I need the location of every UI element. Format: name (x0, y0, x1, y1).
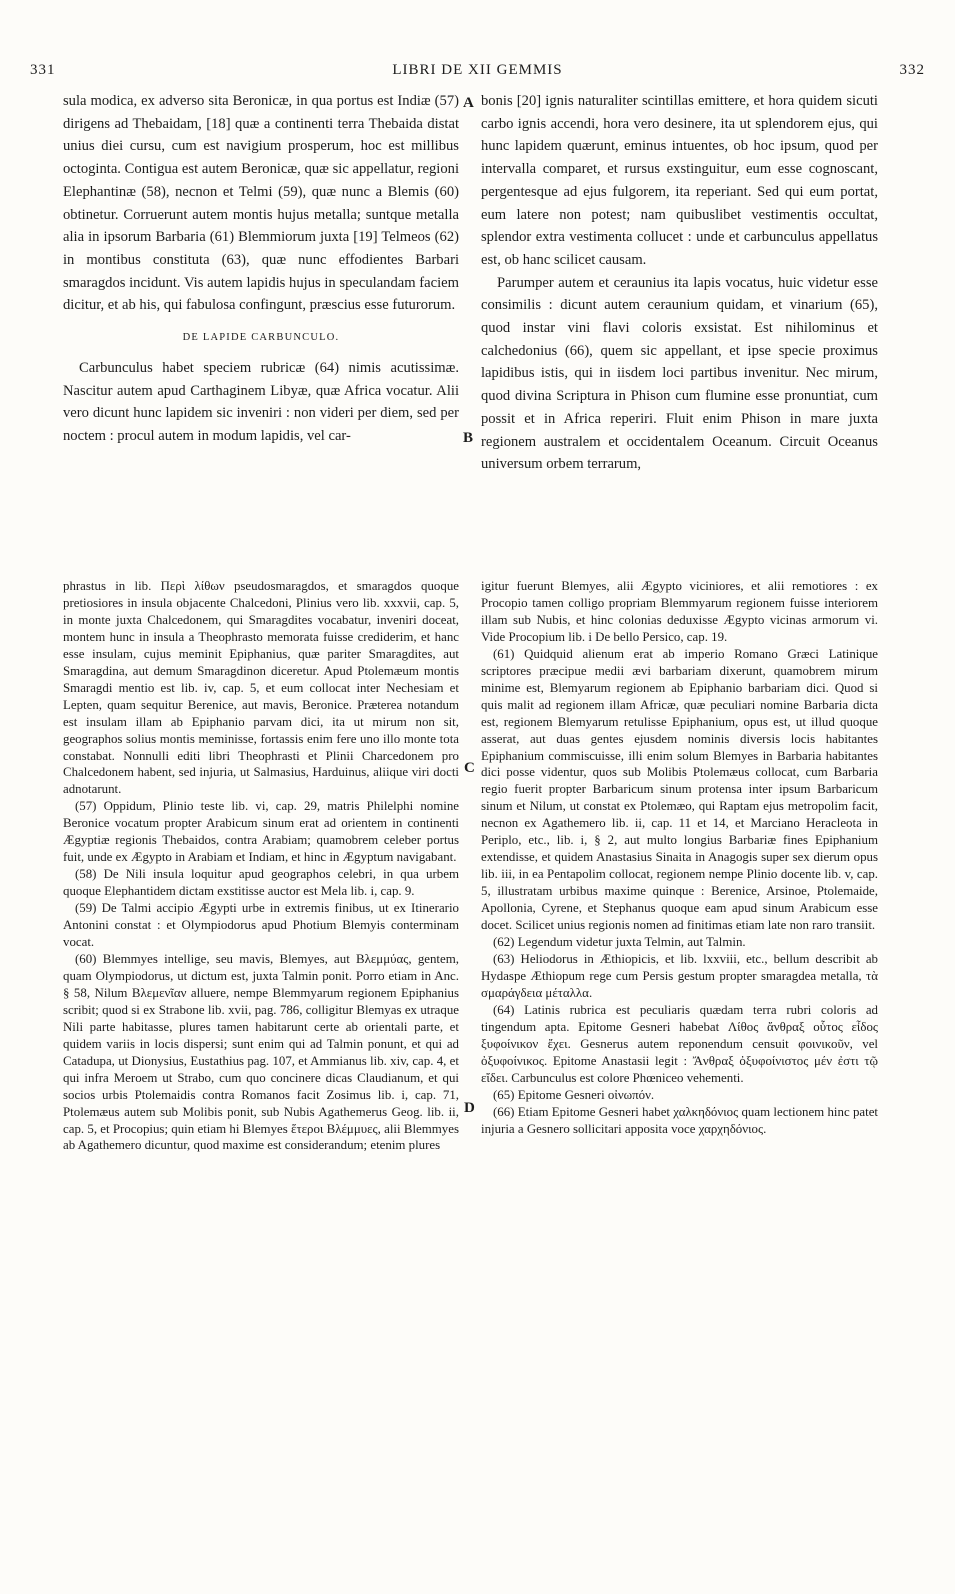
main-text-left-column (63, 90, 459, 560)
main-paragraph: sula modica, ex adverso sita Beronicæ, in qua portus est Indiæ (57) dirigens ad Thebaidam, [18] quæ a continenti terra Thebaida distat unius diei cursu, cum est navigium prosperum, hoc est millibus octoginta. Contigua est autem Beronicæ, quæ sic appellatur, regioni Elephantinæ (58), necnon et Telmi (59), quæ nunc a Blemis (60) obtinetur. Corruerunt autem montis hujus metalla; suntque metalla alia in ipsorum Barbaria (61) Blemmiorum juxta [19] Telmeos (62) in montibus constituta (63), quæ nunc effodientes Barbari smaragdos incidunt. Vis autem lapidis hujus in speculandam faciem dicitur, et ab his, qui fabulosa confingunt, præscius esse futurorum. (63, 93, 459, 314)
main-paragraph: Parumper autem et ceraunius ita lapis vocatus, huic videtur esse consimilis : dicunt autem ceraunium quidam, et vinarium (65), quod instar vini flavi coloris exsistat. Est nihilominus et calchedonius (66), quem sic appellant, et ipse specie proximus lapidibus istis, qui in iisdem loci partibus invenitur. Nec mirum, quod divina Scriptura in Phison cum flumine esse pronuntiat, cum possit et in Africa reperiri. Fluit enim Phison in mare juxta regionem australem et occidentalem Oceanum. Circuit Oceanus universum orbem terrarum, (481, 274, 878, 473)
footnote-60: (60) Blemmyes intellige, seu mavis, Blemyes, aut Βλεμμύας, gentem, quam Olympiodorus, ut dictum est, juxta Talmin ponit. Porro etiam in Anc. § 58, Nilum Βλεμενῖαν alluere, nempe Blemmyarum regionem Epiphanius scribit; quod si ex Strabone lib. xvii, pag. 786, colligitur Blemyas ex utraque Nili parte habitasse, plures tamen habitarunt certe ab orientali parte, et quidem variis in locis dispersi; sunt enim qui ad Talmin ponunt, et qui ad Catadupa, ut Dionysius, Eustathius pag. 107, et Ammianus lib. xiv, cap. 4, et qui infra Meroem ut Strabo, cum quo concinere dicas Claudianum, et qui socios urbis Ptolemaidis contra Romanos facit Zosimus lib. i, cap. 71, Ptolemæus autem sub Molibis ponit, sub Nubis Agathemerus Geog. lib. ii, cap. 5, et Procopius; quin etiam hi Blemyes ἕτεροι Βλέμμυες, alii Blemmyes ab Agathemero dicuntur, quod maxime est considerandum; etenim plures (63, 951, 459, 1153)
running-title: LIBRI DE XII GEMMIS (392, 62, 563, 78)
running-header (30, 62, 925, 84)
footnote-58: (58) De Nili insula loquitur apud geographos celebri, in qua urbem quoque Elephantidem dictam exstitisse auctor est Mela lib. i, cap. 9. (63, 867, 459, 899)
margin-marker-b: B (463, 430, 474, 446)
footnote-59: (59) De Talmi accipio Ægypti urbe in extremis finibus, ut ex Itinerario Antonini constat : et Olympiodorus apud Photium Blemyis conterminam vocat. (63, 901, 459, 950)
margin-marker-a: A (463, 95, 474, 111)
footnote-57: (57) Oppidum, Plinio teste lib. vi, cap. 29, matris Philelphi nomine Beronice vocatum propter Arabicum sinum erat ad orientem in continenti Ægyptiæ regionis Thebaidos, contra Arabiam; quamobrem celeber portus fuit, unde ex Ægypto in Arabiam et Indiam, et hinc in Ægyptum navigabant. (63, 799, 459, 865)
main-paragraph: Carbunculus habet speciem rubricæ (64) nimis acutissimæ. Nascitur autem apud Carthaginem Libyæ, quæ Africa vocatur. Alii vero dicunt hunc lapidem sic inveniri : non videri per diem, sed per noctem : procul autem in modum lapidis, vel car- (63, 360, 459, 445)
footnotes-right-column (481, 578, 878, 1538)
main-text-right-column (481, 90, 878, 560)
margin-marker-c: C (464, 760, 475, 776)
footnote-63: (63) Heliodorus in Æthiopicis, et lib. lxxviii, etc., bellum describit ab Hydaspe Æthiopum rege cum Persis gestum propter smaragdea metalla, τὰ σμαράγδεια μέταλλα. (481, 951, 878, 1000)
footnote-continuation: phrastus in lib. Περὶ λίθων pseudosmaragdos, et smaragdos quoque pretiosiores in insula objacente Chalcedoni, Plinius vero lib. xxxvii, cap. 5, in monte juxta Chalcedonem, qui Smaragdites vocabatur, inveniri doceat, montem hunc in insula a Theophrasto memorata fuisse crediderim, et hanc esse insulam, cujus meminit Epiphanius, quæ pariter Smaragdites, aut Smaragdina, aut demum Smaragdinon diceretur. Apud Ptolemæum montis Smaragdi mentio est lib. iv, cap. 5, et eum collocat inter Nechesiam et Lepten, quam sequitur Berenice, aut mavis, Beronice. Præterea notandum est insulam illam ab Epiphanio parvam dici, ita ut mirum non sit, geographos solius montis meminisse, fortassis enim fere uno illo monte tota constabat. Nonnulli editi libri Theophrasti et Plinii Charcedonem pro Chalcedonem habent, sed injuria, ut Salmasius, Harduinus, aliique viri docti adnotarunt. (63, 579, 459, 797)
footnote-64: (64) Latinis rubrica est peculiaris quædam terra rubri coloris ad tingendum apta. Epitome Gesneri habebat Λίθος ἄνθραξ οὗτος εἶδος ξυφοίνικον ἔχει. Gesnerus autem reponendum censuit φοινικοῦν, vel ὀξυφοίνικος. Epitome Anastasii legit : Ἄνθραξ ὀξυφοίνιστος μέν ἐστι τῷ εἴδει. Carbunculus est colore Phœniceo vehementi. (481, 1002, 878, 1085)
footnote-65: (65) Epitome Gesneri οἰνωπόν. (493, 1087, 655, 1102)
page-number-left: 331 (30, 62, 56, 78)
page-number-right: 332 (899, 62, 925, 78)
footnote-60-continuation: igitur fuerunt Blemyes, alii Ægypto viciniores, et alii remotiores : ex Procopio tamen colligo propriam Blemmyarum regionem fuisse interiorem illam sub Nubis, et hinc colonias deduxisse Ægypto vicinas armorum vi. Vide Procopium lib. i De bello Persico, cap. 19. (481, 579, 878, 644)
footnote-61: (61) Quidquid alienum erat ab imperio Romano Græci Latinique scriptores præcipue medii ævi barbariam dixerunt, quamobrem mirum minime est, Blemyarum regionem ab Epiphanio barbariam dici. Quod si quis malit ad regionem illam Africæ, quæ peculiari nomine Barbaria dicta est, regionem Blemyarum retulisse Epiphanium, opus est, ut illud quoque asserat, aut duas gentes ejusdem nominis diversis locis habitantes Epiphanium commiscuisse, illi enim solum Blemyes in Barbaria habitantes dici posse videntur, quos sub Molibis Ptolemæus collocat, cum Barbaria regio fuerit propter Barbaricum sinum protensa inter ipsum Barbaricum sinum et Nilum, ut constat ex Ptolemæo, qui Raptam ejus metropolim facit, necnon ex Agathemero lib. ii, cap. 11 et 14, et Marciano Heracleota in Periplo, etc., lib. i, § 2, aut multo longius Barbariæ fines Epiphanium extendisse, et quidem Anastasius Sinaita in Anagogis super sex dierum opus lib. iii, in ea Pentapolim collocat, regionem nempe Plinio docente lib. v, cap. 5, illustratam urbibus maxime quinque : Berenice, Arsinoe, Ptolemaide, Apollonia, Cyrene, et Stephanus quoque eam apud sinum Arabicum esse docet. Scilicet unius regionis nomen ad finitimas etiam late non raro transiit. (481, 646, 878, 933)
main-paragraph: bonis [20] ignis naturaliter scintillas emittere, et hora quidem sicuti carbo ignis accendi, hora vero desinere, ita ut splendorem ejus, qui hunc lapidem quærunt, eminus intuentes, ob hoc ipsum, quod per intervalla comparet, et rursus exstinguitur, eum esse cognoscant, pergentesque ad ejus fulgorem, ita reperiant. Sed qui eum portat, eum latere non potest; nam quibuslibet vestimentis occultat, splendor extra vestimenta collucet : unde et carbunculus appellatus est, ob hanc scilicet causam. (481, 93, 878, 268)
footnote-66: (66) Etiam Epitome Gesneri habet χαλκηδόνιος quam lectionem hinc patet injuria a Gesnero sollicitari apposita voce χαρχηδόνιος. (481, 1104, 878, 1136)
footnotes-left-column (63, 578, 459, 1538)
margin-marker-d: D (464, 1100, 475, 1116)
footnote-62: (62) Legendum videtur juxta Telmin, aut Talmin. (493, 935, 746, 950)
section-heading: DE LAPIDE CARBUNCULO. (182, 332, 340, 344)
